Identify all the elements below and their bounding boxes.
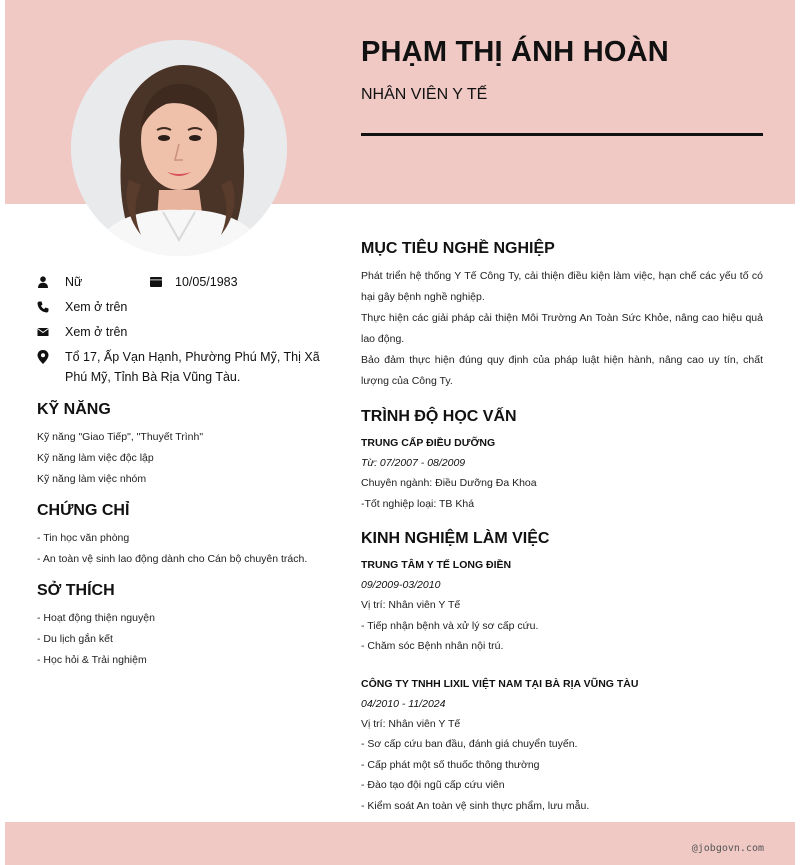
footer-band [5, 822, 795, 865]
education-heading: TRÌNH ĐỘ HỌC VẤN [361, 408, 517, 425]
phone-value: Xem ở trên [65, 300, 128, 314]
gender-dob-row [37, 272, 332, 292]
email-value: Xem ở trên [65, 325, 128, 339]
left-column [37, 272, 332, 671]
job-entry [361, 675, 763, 817]
company-name: TRUNG TÂM Y TẾ LONG ĐIỀN [361, 559, 512, 571]
job-detail: - Chăm sóc Bệnh nhân nội trú. [361, 640, 504, 652]
job-detail: Vị trí: Nhân viên Y Tế [361, 599, 461, 611]
certificate-item: - An toàn vệ sinh lao động dành cho Cán bộ chuyên trách. [37, 553, 308, 565]
hobbies-heading: SỞ THÍCH [37, 582, 115, 599]
experience-heading: KINH NGHIỆM LÀM VIỆC [361, 530, 550, 547]
hobby-item: - Du lịch gắn kết [37, 633, 113, 645]
hobbies-list [37, 608, 332, 671]
job-detail: - Kiểm soát An toàn vệ sinh thực phẩm, lưu mẫu. [361, 799, 590, 812]
skill-item: Kỹ năng "Giao Tiếp", "Thuyết Trình" [37, 431, 204, 443]
hobby-item: - Hoạt động thiện nguyện [37, 612, 155, 624]
certificates-heading: CHỨNG CHỈ [37, 502, 130, 519]
job-detail: Vị trí: Nhân viên Y Tế [361, 717, 461, 730]
education-period: Từ: 07/2007 - 08/2009 [361, 457, 466, 469]
objective-paragraph: Phát triển hệ thống Y Tế Công Ty, cải thiện điều kiện làm việc, hạn chế các yếu tố có hại gây bệnh nghề nghiệp. [361, 270, 763, 303]
skill-item: Kỹ năng làm việc nhóm [37, 473, 147, 485]
job-detail: - Cấp phát một số thuốc thông thường [361, 758, 540, 771]
title-divider [361, 133, 763, 136]
objective-paragraph: Thực hiện các giải pháp cải thiện Môi Trường An Toàn Sức Khỏe, nâng cao hiệu quả lao động. [361, 312, 763, 345]
education-major: Chuyên ngành: Điều Dưỡng Đa Khoa [361, 477, 537, 489]
address-value: Tổ 17, Ấp Vạn Hạnh, Phường Phú Mỹ, Thị Xã Phú Mỹ, Tỉnh Bà Rịa Vũng Tàu. [65, 350, 320, 384]
job-entry [361, 556, 763, 657]
education-grade: -Tốt nghiệp loại: TB Khá [361, 497, 475, 510]
mail-icon [37, 322, 65, 342]
certificates-list [37, 528, 332, 570]
skill-item: Kỹ năng làm việc độc lập [37, 452, 154, 464]
hobby-item: - Học hỏi & Trải nghiệm [37, 654, 147, 666]
job-detail: - Sơ cấp cứu ban đầu, đánh giá chuyển tuyến. [361, 738, 578, 750]
job-detail: - Tiếp nhận bệnh và xử lý sơ cấp cứu. [361, 619, 539, 632]
gender-value: Nữ [65, 275, 83, 289]
profile-photo [71, 40, 287, 256]
job-period: 09/2009-03/2010 [361, 579, 441, 591]
phone-row [37, 297, 332, 317]
calendar-icon [150, 272, 175, 292]
location-pin-icon [37, 347, 65, 367]
school-name: TRUNG CẤP ĐIỀU DƯỠNG [361, 437, 496, 449]
company-name: CÔNG TY TNHH LIXIL VIỆT NAM TẠI BÀ RỊA VŨNG TÀU [361, 677, 639, 690]
skills-heading: KỸ NĂNG [37, 401, 111, 418]
address-row [37, 347, 332, 387]
candidate-name: PHẠM THỊ ÁNH HOÀN [361, 36, 669, 68]
job-period: 04/2010 - 11/2024 [361, 697, 446, 710]
phone-icon [37, 297, 65, 317]
footer-watermark: @jobgovn.com [691, 843, 764, 854]
email-row [37, 322, 332, 342]
skills-list [37, 427, 332, 490]
job-title: NHÂN VIÊN Y TẾ [361, 86, 488, 103]
right-column [361, 240, 763, 816]
dob-value: 10/05/1983 [175, 275, 238, 289]
objective-heading: MỤC TIÊU NGHỀ NGHIỆP [361, 240, 555, 257]
user-icon [37, 272, 65, 292]
job-detail: - Đào tạo đội ngũ cấp cứu viên [361, 779, 505, 791]
certificate-item: - Tin học văn phòng [37, 532, 130, 544]
objective-paragraph: Bảo đảm thực hiện đúng quy định của pháp luật hiện hành, nâng cao uy tín, chất lượng của Công Ty. [361, 354, 763, 387]
